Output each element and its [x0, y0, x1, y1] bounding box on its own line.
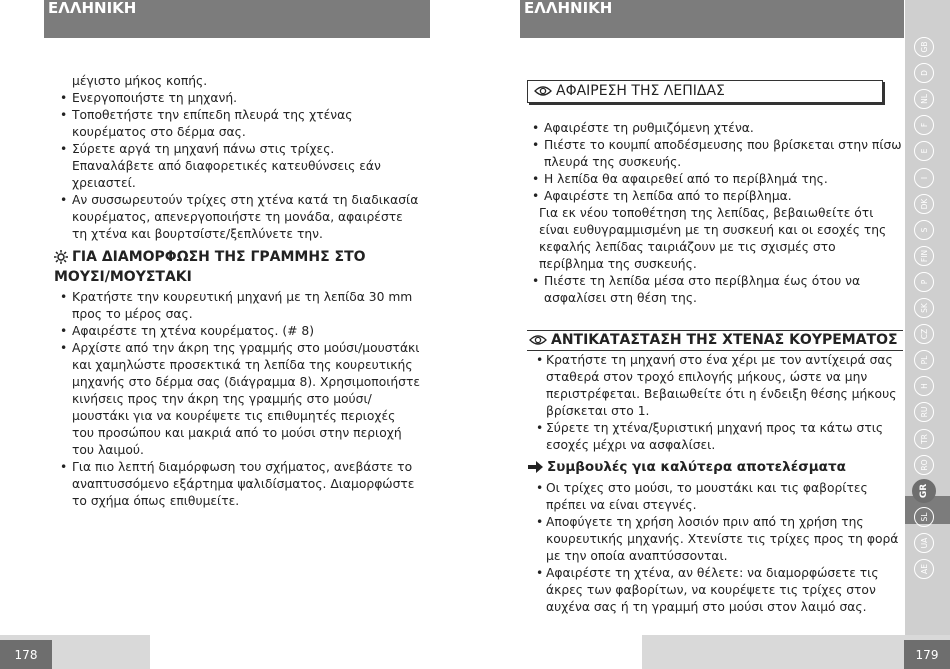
comb-heading-text: ΑΝΤΙΚΑΤΑΣΤΑΣΗ ΤΗΣ ΧΤΕΝΑΣ ΚΟΥΡΕΜΑΤΟΣ — [551, 332, 898, 348]
reassembly-note-text: Για εκ νέου τοποθέτηση της λεπίδας, βεβαιωθείτε ότι είναι ευθυγραμμισμένη με τη συσκευή και οι εσοχές της κεφαλής λεπίδας ταιριάζουν με τις σχισμές στο περίβλημα της συσκευής. — [539, 206, 887, 271]
left-column — [58, 73, 420, 243]
list-item: • Κρατήστε τη μηχανή στο ένα χέρι με τον αντίχειρά σας σταθερά στον τροχό επιλογής μήκους, ώστε να μην περιστρέφεται. Βεβαιωθείτε ότι η ένδειξη θέσης μήκους βρίσκεται στο 1. — [530, 352, 904, 420]
list-item: • Πιέστε τη λεπίδα μέσα στο περίβλημα έως ότου να ασφαλίσει στη θέση της. — [530, 273, 904, 307]
lead-line: μέγιστο μήκος κοπής. — [72, 74, 208, 88]
language-tab-pl[interactable]: PL — [914, 350, 934, 370]
list-item: • Αποφύγετε τη χρήση λοσιόν πριν από τη χρήση της κουρευτικής μηχανής. Χτενίστε τις τρίχες προς τη φορά με την οποία αναπτύσσονται. — [530, 514, 904, 565]
section-heading-blade — [527, 80, 883, 103]
list-item: • Αφαιρέστε τη ρυθμιζόμενη χτένα. — [530, 120, 904, 137]
list-item: • Αφαιρέστε τη χτένα κουρέματος. (# 8) — [58, 323, 420, 340]
comb-steps — [530, 352, 904, 454]
language-tab-i[interactable]: I — [914, 168, 934, 188]
page-number-left: 178 — [0, 640, 52, 669]
list-item: • Αφαιρέστε τη λεπίδα από το περίβλημα. — [530, 188, 904, 205]
language-tab-ru[interactable]: RU — [914, 402, 934, 422]
language-tab-ae[interactable]: AE — [914, 559, 934, 579]
list-item: • Η λεπίδα θα αφαιρεθεί από το περίβλημά της. — [530, 171, 904, 188]
language-tab-h[interactable]: H — [914, 376, 934, 396]
left-column-lower — [58, 289, 420, 510]
list-item: • Τοποθετήστε την επίπεδη πλευρά της χτένας κουρέματος στο δέρμα σας. — [58, 107, 420, 141]
section-heading-comb — [527, 330, 903, 351]
list-item: • Αρχίστε από την άκρη της γραμμής στο μούσι/μουστάκι και χαμηλώστε προσεκτικά τη λεπίδα της κουρευτικής μηχανής στο δέρμα σας (διάγραμμα 8). Χρησιμοποιήστε κινήσεις προς την άκρη της γραμμής στο μούσι/μουστάκι για να κουρέψετε τις επιθυμητές περιοχές του προσώπου και μακριά από το μούσι στην περιοχή του λαιμού. — [58, 340, 420, 459]
language-tab-gr[interactable]: GR — [912, 479, 936, 503]
language-tab-sl[interactable]: SL — [914, 507, 934, 527]
list-item: • Ενεργοποιήστε τη μηχανή. — [58, 90, 420, 107]
header-title-left: ΕΛΛΗΝΙΚΗ — [48, 0, 137, 17]
eye-icon — [534, 85, 552, 97]
language-tab-dk[interactable]: DK — [914, 194, 934, 214]
tips-heading-text: Συμβουλές για καλύτερα αποτελέσματα — [547, 459, 846, 475]
language-tab-cz[interactable]: CZ — [914, 324, 934, 344]
list-item: • Κρατήστε την κουρευτική μηχανή με τη λεπίδα 30 mm προς το μέρος σας. — [58, 289, 420, 323]
blade-steps — [530, 120, 904, 307]
language-tab-ro[interactable]: RO — [914, 455, 934, 475]
section-heading-beard — [54, 247, 422, 287]
language-tab-sk[interactable]: SK — [914, 298, 934, 318]
list-item: • Αφαιρέστε τη χτένα, αν θέλετε: να διαμορφώσετε τις άκρες των φαβορίτων, να κουρέψετε τις τρίχες στον αυχένα σας ή τη γραμμή στο μούσι στον λαιμό σας. — [530, 565, 904, 616]
language-tab-nl[interactable]: NL — [914, 89, 934, 109]
header-title-right: ΕΛΛΗΝΙΚΗ — [524, 0, 613, 17]
page-header-right — [520, 0, 904, 38]
language-tab-e[interactable]: E — [914, 141, 934, 161]
eye-icon — [529, 334, 547, 346]
list-item: • Για πιο λεπτή διαμόρφωση του σχήματος, ανεβάστε το αναπτυσσόμενο εξάρτημα ψαλιδίσματος. Διαμορφώστε το σχήμα όπως επιθυμείτε. — [58, 459, 420, 510]
arrow-right-icon — [528, 461, 543, 473]
language-tab-p[interactable]: P — [914, 272, 934, 292]
list-item: • Αν συσσωρευτούν τρίχες στη χτένα κατά τη διαδικασία κουρέματος, απενεργοποιήστε τη μονάδα, αφαιρέστε τη χτένα και βουρτσίστε/ξεπλύνετε την. — [58, 192, 420, 243]
language-tab-gb[interactable]: GB — [914, 37, 934, 57]
tips-heading — [528, 457, 902, 477]
blade-heading-text: ΑΦΑΙΡΕΣΗ ΤΗΣ ΛΕΠΙΔΑΣ — [556, 83, 725, 99]
language-tab-d[interactable]: D — [914, 63, 934, 83]
page-number-right: 179 — [904, 640, 950, 669]
sun-icon — [54, 250, 68, 264]
language-tab-fin[interactable]: FIN — [914, 246, 934, 266]
tips-list — [530, 480, 904, 616]
language-tab-f[interactable]: F — [914, 115, 934, 135]
language-tab-s[interactable]: S — [914, 220, 934, 240]
reassembly-note — [530, 205, 904, 273]
language-tab-ua[interactable]: UA — [914, 533, 934, 553]
list-item: • Πιέστε το κουμπί αποδέσμευσης που βρίσκεται στην πίσω πλευρά της συσκευής. — [530, 137, 904, 171]
page-header-left — [44, 0, 430, 38]
language-tab-tr[interactable]: TR — [914, 429, 934, 449]
list-item: • Σύρετε αργά τη μηχανή πάνω στις τρίχες. Επαναλάβετε από διαφορετικές κατευθύνσεις εάν χρειαστεί. — [58, 141, 420, 192]
list-item: • Σύρετε τη χτένα/ξυριστική μηχανή προς τα κάτω στις εσοχές μέχρι να ασφαλίσει. — [530, 420, 904, 454]
beard-heading-text: ΓΙΑ ΔΙΑΜΟΡΦΩΣΗ ΤΗΣ ΓΡΑΜΜΗΣ ΣΤΟ ΜΟΥΣΙ/ΜΟΥΣΤΑΚΙ — [54, 249, 366, 285]
list-item: • Οι τρίχες στο μούσι, το μουστάκι και τις φαβορίτες πρέπει να είναι στεγνές. — [530, 480, 904, 514]
